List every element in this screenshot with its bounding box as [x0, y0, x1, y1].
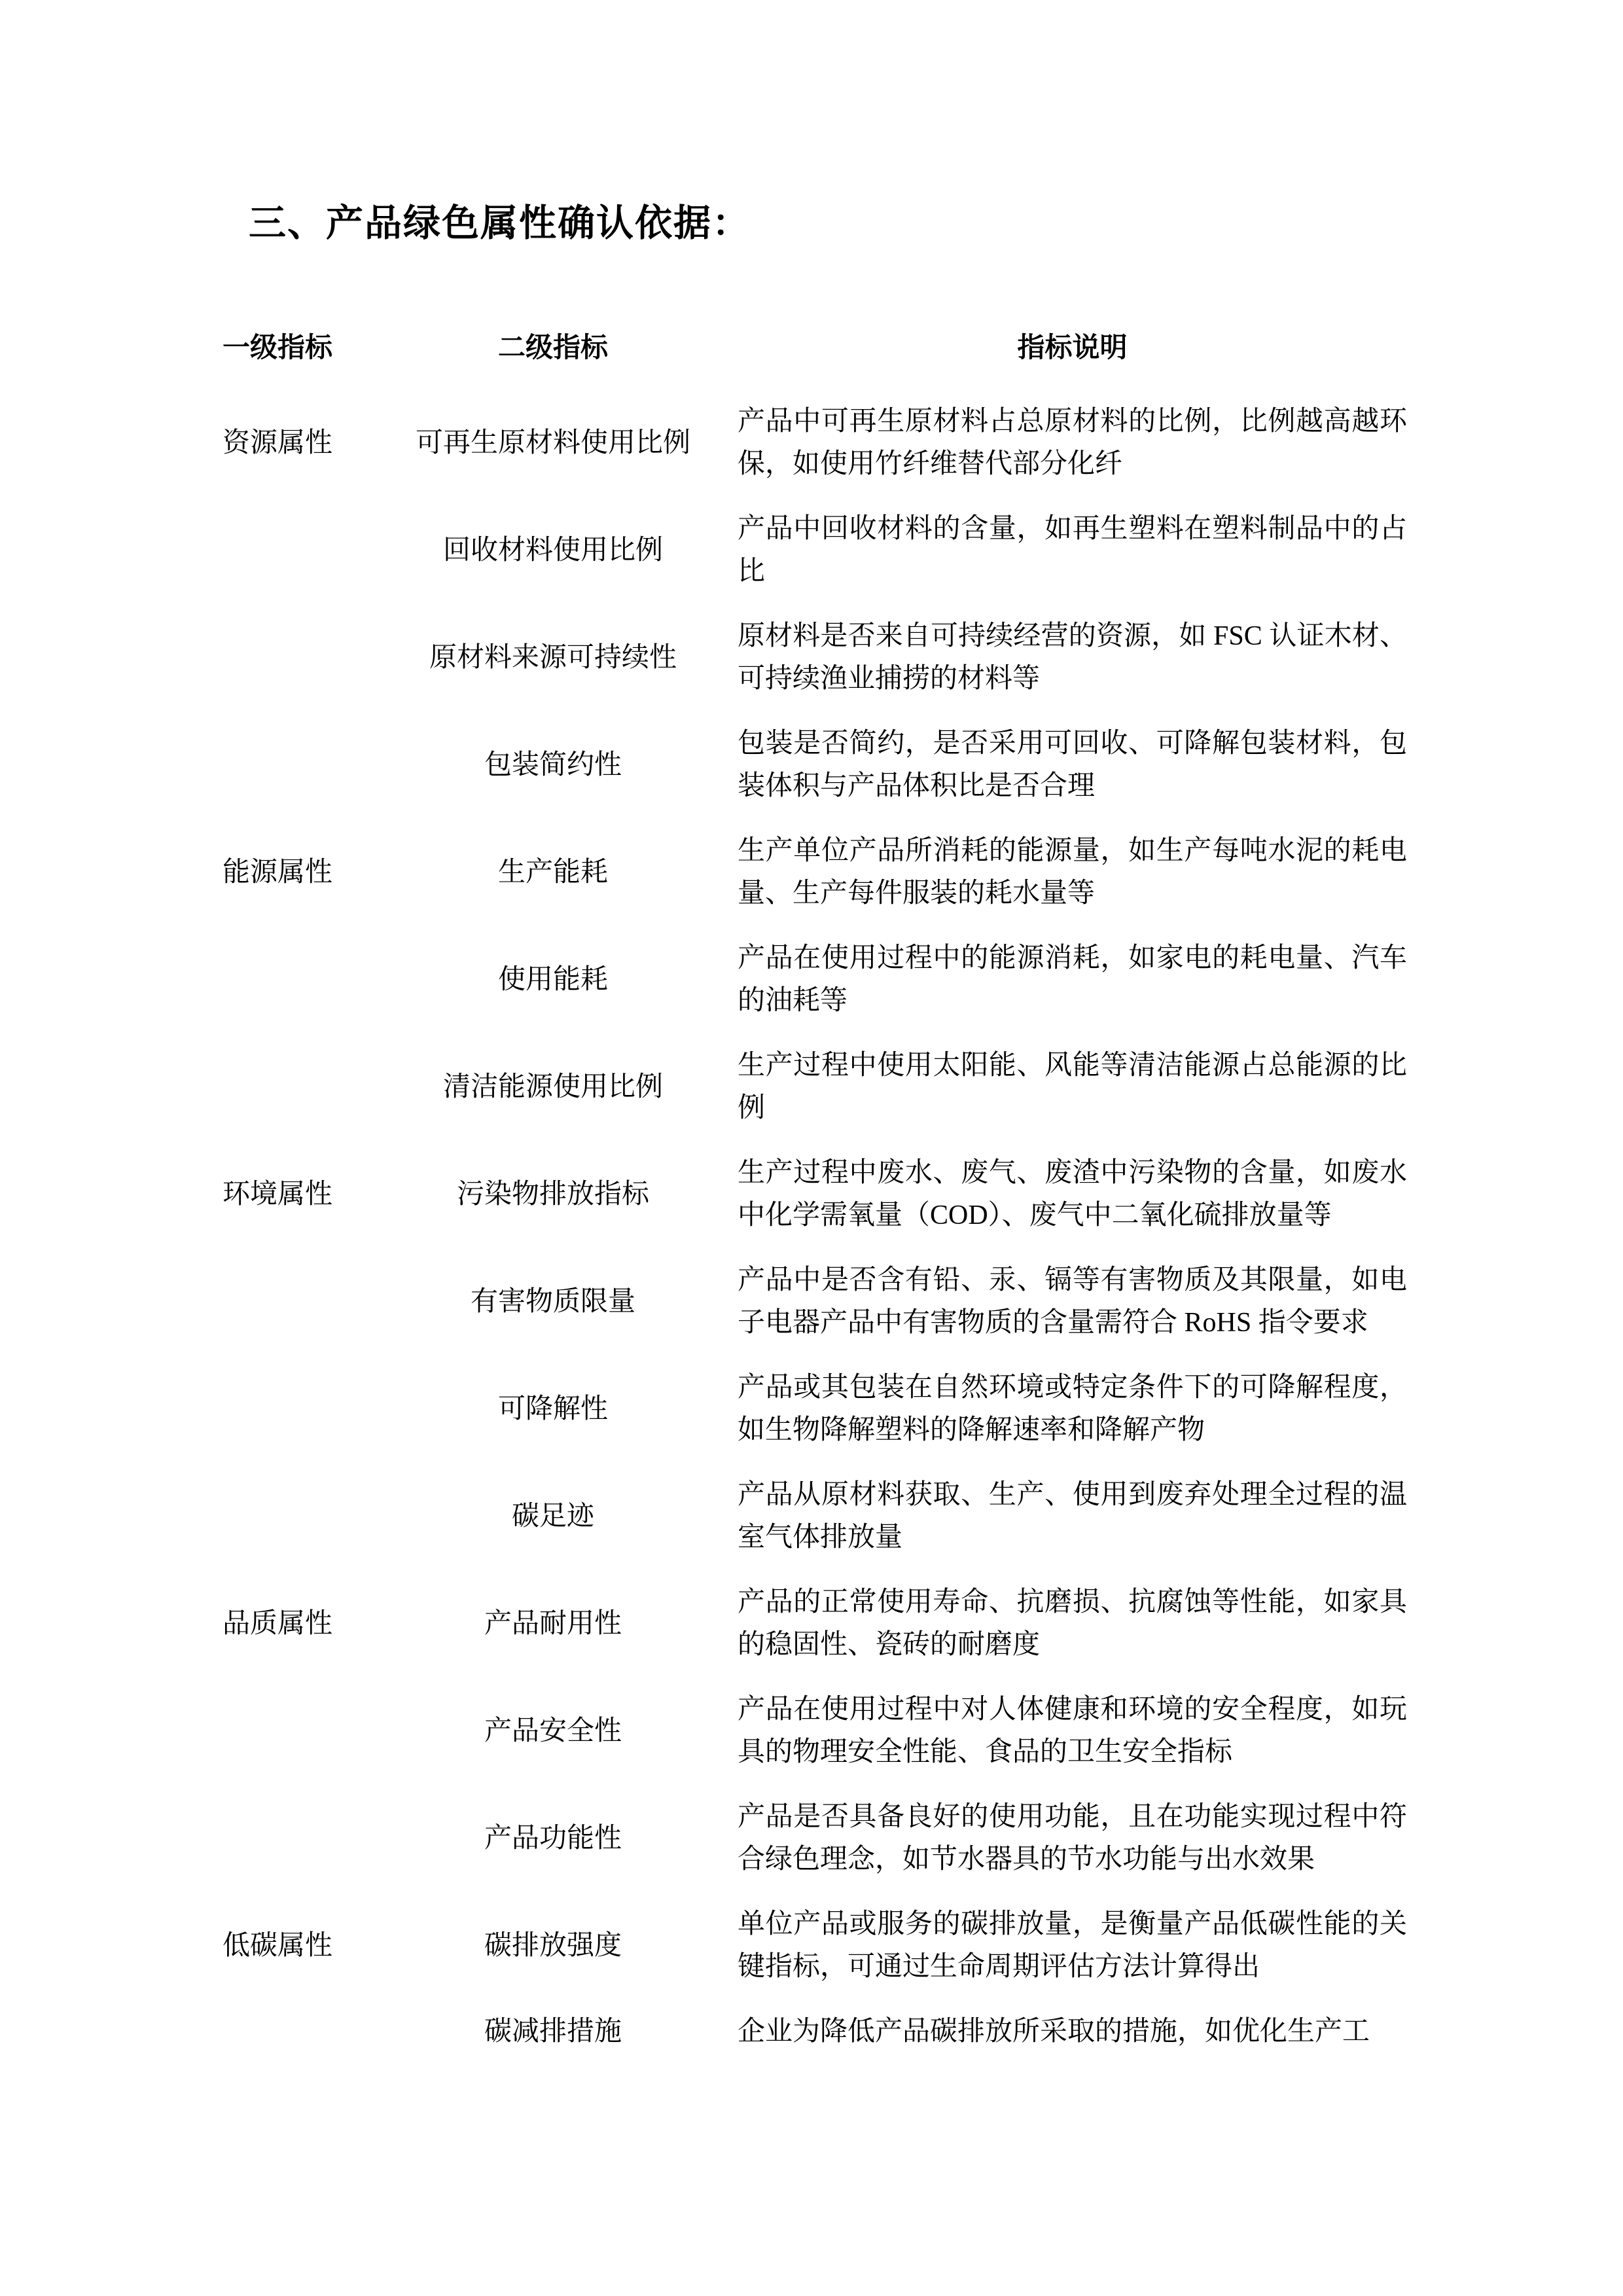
level1-indicator-cell	[223, 615, 399, 700]
indicator-description-cell: 生产过程中使用太阳能、风能等清洁能源占总能源的比例	[738, 1050, 1407, 1123]
table-row	[223, 2011, 1407, 2053]
level2-indicator-cell: 可降解性	[497, 1393, 608, 1424]
table-row	[223, 1152, 1407, 1237]
table-row	[223, 723, 1407, 808]
green-attribute-table	[223, 327, 1407, 2053]
table-row	[223, 401, 1407, 486]
level2-indicator-cell: 产品功能性	[484, 1823, 622, 1854]
table-row	[223, 1903, 1407, 1988]
table-row	[223, 1689, 1407, 1774]
level1-indicator-cell	[223, 1367, 399, 1452]
level2-indicator-cell: 使用能耗	[497, 964, 608, 995]
indicator-description-cell: 产品在使用过程中对人体健康和环境的安全程度，如玩具的物理安全性能、食品的卫生安全指标	[738, 1695, 1407, 1767]
indicator-description-cell: 产品是否具备良好的使用功能，且在功能实现过程中符合绿色理念，如节水器具的节水功能与出水效果	[738, 1802, 1407, 1874]
level1-indicator-cell	[223, 1796, 399, 1881]
table-row	[223, 1796, 1407, 1881]
level1-indicator-cell: 能源属性	[223, 857, 333, 888]
level2-indicator-cell: 清洁能源使用比例	[442, 1071, 663, 1102]
header-level2-indicator: 二级指标	[497, 333, 608, 363]
table-row	[223, 508, 1407, 593]
indicator-description-cell: 产品中是否含有铅、汞、镉等有害物质及其限量，如电子电器产品中有害物质的含量需符合 RoHS 指令要求	[738, 1265, 1407, 1338]
level2-indicator-cell: 可再生原材料使用比例	[415, 427, 690, 458]
table-row	[223, 615, 1407, 700]
level1-indicator-cell: 低碳属性	[223, 1930, 333, 1961]
indicator-description-cell: 产品在使用过程中的能源消耗，如家电的耗电量、汽车的油耗等	[738, 943, 1407, 1016]
indicator-description-cell: 生产单位产品所消耗的能源量，如生产每吨水泥的耗电量、生产每件服装的耗水量等	[738, 836, 1407, 908]
indicator-description-cell: 产品中可再生原材料占总原材料的比例，比例越高越环保，如使用竹纤维替代部分化纤	[738, 406, 1407, 479]
table-row	[223, 1259, 1407, 1344]
indicator-description-cell: 包装是否简约，是否采用可回收、可降解包装材料，包装体积与产品体积比是否合理	[738, 728, 1407, 801]
level2-indicator-cell: 污染物排放指标	[456, 1179, 649, 1210]
indicator-description-cell: 产品中回收材料的含量，如再生塑料在塑料制品中的占比	[738, 514, 1407, 586]
level1-indicator-cell: 环境属性	[223, 1179, 333, 1210]
header-level1-indicator: 一级指标	[223, 333, 333, 363]
level1-indicator-cell: 资源属性	[223, 427, 333, 458]
level2-indicator-cell: 回收材料使用比例	[442, 535, 663, 565]
table-row	[223, 1581, 1407, 1666]
header-indicator-description: 指标说明	[1017, 333, 1128, 363]
table-body	[223, 401, 1407, 2053]
table-row	[223, 1367, 1407, 1452]
level1-indicator-cell	[223, 1045, 399, 1130]
level1-indicator-cell	[223, 508, 399, 593]
level2-indicator-cell: 原材料来源可持续性	[429, 642, 677, 673]
level1-indicator-cell	[223, 2011, 399, 2053]
level1-indicator-cell: 品质属性	[223, 1608, 333, 1639]
indicator-description-cell: 产品或其包装在自然环境或特定条件下的可降解程度，如生物降解塑料的降解速率和降解产物	[738, 1372, 1407, 1445]
level2-indicator-cell: 包装简约性	[484, 749, 622, 780]
indicator-description-cell: 生产过程中废水、废气、废渣中污染物的含量，如废水中化学需氧量（COD）、废气中二氧化硫排放量等	[738, 1158, 1407, 1230]
table-header-row	[223, 327, 1407, 370]
level1-indicator-cell	[223, 723, 399, 808]
level1-indicator-cell	[223, 1474, 399, 1559]
level2-indicator-cell: 生产能耗	[497, 857, 608, 888]
level2-indicator-cell: 产品耐用性	[484, 1608, 622, 1639]
level1-indicator-cell	[223, 937, 399, 1022]
table-row	[223, 1474, 1407, 1559]
indicator-description-cell: 单位产品或服务的碳排放量，是衡量产品低碳性能的关键指标，可通过生命周期评估方法计算得出	[738, 1909, 1407, 1982]
level2-indicator-cell: 碳减排措施	[484, 2017, 622, 2047]
level2-indicator-cell: 碳足迹	[511, 1501, 594, 1532]
indicator-description-cell: 产品从原材料获取、生产、使用到废弃处理全过程的温室气体排放量	[738, 1480, 1407, 1552]
page-title: 三、产品绿色属性确认依据：	[249, 203, 751, 244]
level2-indicator-cell: 产品安全性	[484, 1715, 622, 1746]
level1-indicator-cell	[223, 1259, 399, 1344]
table-row	[223, 937, 1407, 1022]
indicator-description-cell: 产品的正常使用寿命、抗磨损、抗腐蚀等性能，如家具的稳固性、瓷砖的耐磨度	[738, 1587, 1407, 1660]
indicator-description-cell: 企业为降低产品碳排放所采取的措施，如优化生产工	[738, 2017, 1370, 2047]
table-row	[223, 830, 1407, 915]
level2-indicator-cell: 有害物质限量	[470, 1286, 635, 1317]
indicator-description-cell: 原材料是否来自可持续经营的资源，如 FSC 认证木材、可持续渔业捕捞的材料等	[738, 621, 1407, 694]
table-row	[223, 1045, 1407, 1130]
level2-indicator-cell: 碳排放强度	[484, 1930, 622, 1961]
level1-indicator-cell	[223, 1689, 399, 1774]
